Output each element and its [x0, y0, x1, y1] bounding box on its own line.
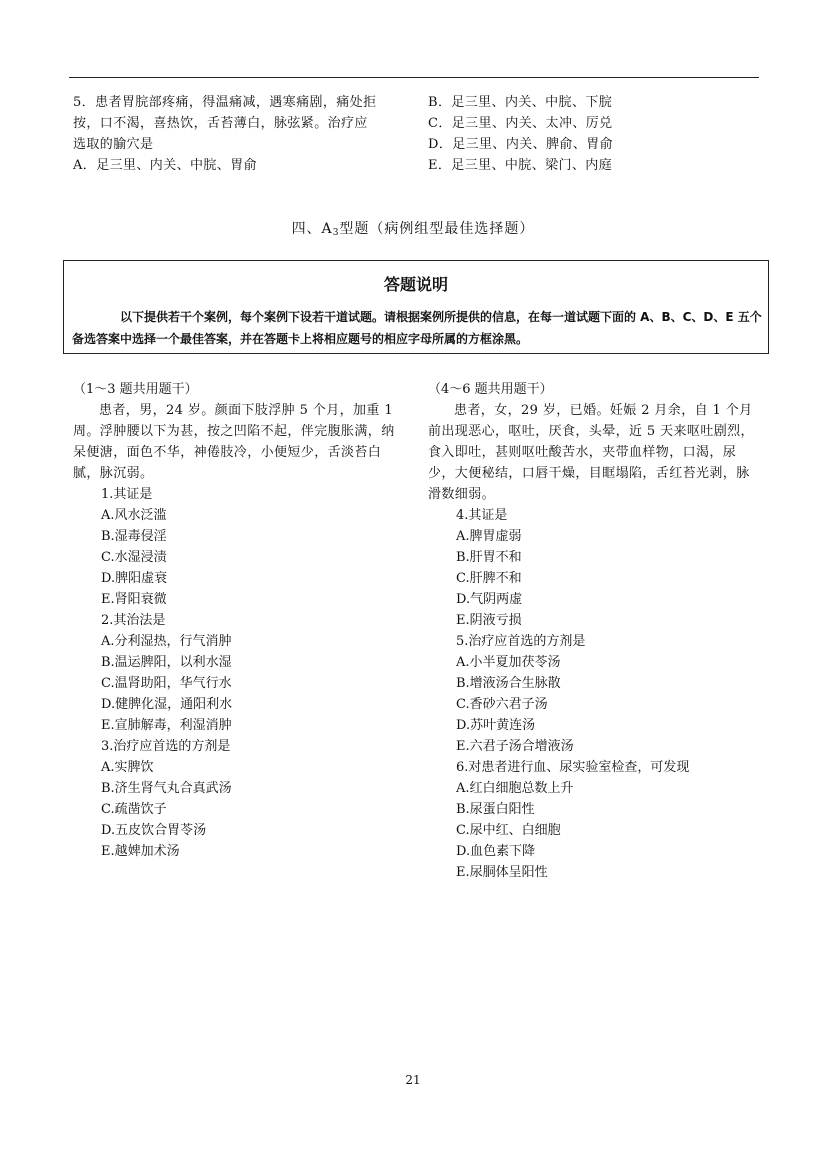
answer-option: E.越婢加术汤 [101, 844, 180, 859]
answer-option: B.尿蛋白阳性 [456, 802, 535, 817]
answer-option: E.六君子汤合增液汤 [456, 739, 574, 754]
case-header: （4～6 题共用题干） [428, 382, 553, 397]
section-title-prefix: 四、A [291, 221, 333, 237]
answer-option: A.风水泛滥 [101, 508, 167, 523]
header-rule [69, 77, 759, 78]
question-item: 1.其证是 [101, 487, 153, 502]
question-item: 6.对患者进行血、尿实验室检查，可发现 [456, 760, 690, 775]
case-group-4-6 [428, 379, 758, 883]
answer-option: E.肾阳衰微 [101, 592, 167, 607]
answer-option: C.温肾助阳，华气行水 [101, 676, 232, 691]
answer-option: D.五皮饮合胃苓汤 [101, 823, 207, 838]
answer-option: D.气阴两虚 [456, 592, 523, 607]
answer-option: B.增液汤合生脉散 [456, 676, 561, 691]
answer-option: B.温运脾阳，以利水湿 [101, 655, 232, 670]
answer-option: B.湿毒侵淫 [101, 529, 167, 544]
answer-option: E.尿胴体呈阳性 [456, 865, 548, 880]
question-item: 5.治疗应首选的方剂是 [456, 634, 586, 649]
q5-option-c: C．足三里、内关、太冲、厉兑 [428, 116, 613, 131]
case-header: （1～3 题共用题干） [73, 382, 198, 397]
q5-line: 按，口不渴，喜热饮，舌苔薄白，脉弦紧。治疗应 [73, 116, 368, 131]
question-item: 3.治疗应首选的方剂是 [101, 739, 231, 754]
question-5-options [428, 92, 758, 176]
answer-option: A.分利湿热，行气消肿 [101, 634, 232, 649]
answer-option: D.血色素下降 [456, 844, 536, 859]
answer-option: B.肝胃不和 [456, 550, 522, 565]
answer-option: D.苏叶黄连汤 [456, 718, 536, 733]
section-title-suffix: 型题（病例组型最佳选择题） [339, 221, 535, 237]
question-item: 4.其证是 [456, 508, 508, 523]
answer-option: C.水湿浸渍 [101, 550, 167, 565]
answer-option: A.脾胃虚弱 [456, 529, 522, 544]
question-item: 2.其治法是 [101, 613, 166, 628]
answer-option: C.香砂六君子汤 [456, 697, 548, 712]
case-stem: 患者，女，29 岁，已婚。妊娠 2 月余，自 1 个月前出现恶心，呕吐，厌食，头晕，近 5 天来呕吐剧烈，食入即吐，甚则呕吐酸苦水，夹带血样物，口渴，尿少，大便秘结，口唇干燥，目眶塌陷，舌红苔光剥，脉滑数细弱。 [428, 403, 754, 502]
instructions-box [63, 260, 769, 354]
answer-option: A.小半夏加茯苓汤 [456, 655, 561, 670]
case-group-1-3 [73, 379, 403, 862]
q5-option-e: E．足三里、中脘、梁门、内庭 [428, 158, 613, 173]
q5-line: 选取的腧穴是 [73, 137, 154, 152]
section-title [0, 218, 826, 238]
answer-option: E.宣肺解毒，利湿消肿 [101, 718, 232, 733]
answer-option: A.红白细胞总数上升 [456, 781, 574, 796]
answer-option: E.阴液亏损 [456, 613, 522, 628]
answer-option: D.健脾化湿，通阳利水 [101, 697, 233, 712]
case-items [73, 484, 403, 862]
answer-option: C.疏凿饮子 [101, 802, 167, 817]
question-5-stem [73, 92, 403, 176]
section-title-sub: 3 [332, 228, 340, 238]
page-number: 21 [405, 1073, 421, 1087]
answer-option: B.济生肾气丸合真武汤 [101, 781, 232, 796]
q5-option-b: B．足三里、内关、中脘、下脘 [428, 95, 613, 110]
answer-option: D.脾阳虚衰 [101, 571, 168, 586]
answer-option: A.实脾饮 [101, 760, 154, 775]
case-items [428, 505, 758, 883]
q5-option-d: D．足三里、内关、脾俞、胃俞 [428, 137, 614, 152]
case-stem: 患者，男，24 岁。颜面下肢浮肿 5 个月，加重 1 周。浮肿腰以下为甚，按之凹陷不起，伴完腹胀满，纳呆便溏，面色不华，神倦肢冷，小便短少，舌淡苔白腻，脉沉弱。 [73, 403, 395, 481]
instructions-text [72, 306, 764, 350]
answer-option: C.肝脾不和 [456, 571, 522, 586]
instructions-body: 以下提供若干个案例，每个案例下设若干道试题。请根据案例所提供的信息，在每一道试题下面的 A、B、C、D、E 五个备选答案中选择一个最佳答案，并在答题卡上将相应题号的相应字母所属的方框涂黑。 [72, 310, 762, 346]
q5-option-a: A．足三里、内关、中脘、胃俞 [73, 158, 257, 173]
q5-line: 5．患者胃脘部疼痛，得温痛减，遇寒痛剧，痛处拒 [73, 95, 377, 110]
instructions-title: 答题说明 [383, 275, 448, 294]
answer-option: C.尿中红、白细胞 [456, 823, 561, 838]
